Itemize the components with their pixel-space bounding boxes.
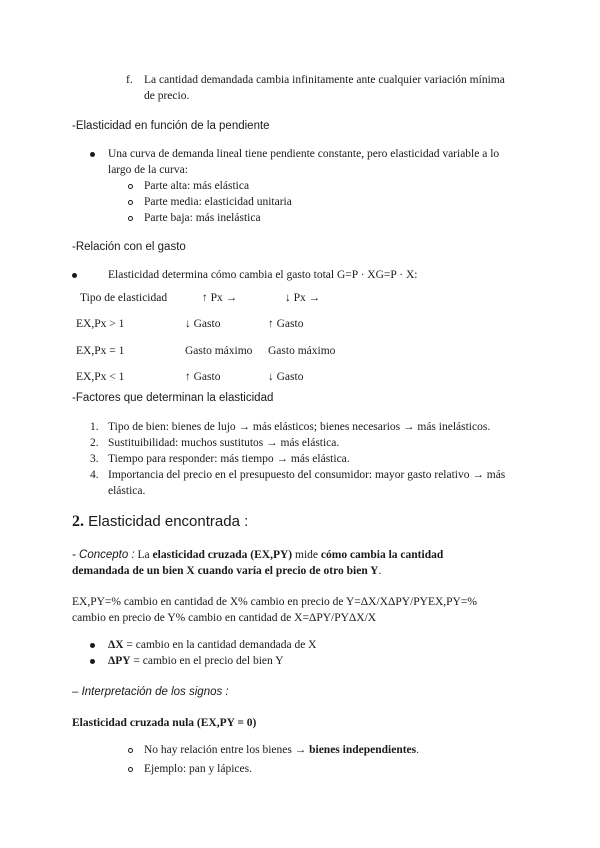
delta-text: = cambio en el precio del bien Y bbox=[130, 655, 284, 667]
gasto-bullet: Elasticidad determina cómo cambia el gasto total G=P · XG=P · X: bbox=[108, 269, 418, 281]
concepto-bold: cómo cambia la cantidad bbox=[320, 549, 444, 561]
circle-bullet-icon bbox=[128, 200, 133, 205]
list-item: Tipo de bien: bienes de lujo → más elásticos; bienes necesarios → más inelásticos. bbox=[108, 421, 491, 433]
table-cell: ↑ Gasto bbox=[185, 371, 221, 383]
nula-item-end: . bbox=[416, 744, 420, 756]
concepto-paragraph bbox=[72, 547, 532, 579]
list-number: 1. bbox=[90, 421, 99, 433]
delta-text: = cambio en la cantidad demandada de X bbox=[123, 639, 317, 651]
nula-item bbox=[144, 743, 419, 758]
section-title-factores: -Factores que determinan la elasticidad bbox=[72, 392, 274, 404]
delta-symbol: ΔPY bbox=[108, 655, 131, 667]
pendiente-bullet-line2: largo de la curva: bbox=[108, 164, 188, 176]
nula-item-bold: bienes independientes bbox=[309, 744, 417, 756]
table-cell: ↑ Gasto bbox=[268, 318, 304, 330]
nula-title bbox=[72, 716, 256, 731]
nula-item: Ejemplo: pan y lápices. bbox=[144, 763, 252, 775]
list-item bbox=[108, 468, 538, 499]
heading-title: Elasticidad encontrada : bbox=[84, 513, 249, 530]
formula-line1: EX,PY=% cambio en cantidad de X% cambio en precio de Y=ΔX/XΔPY/PYEX,PY=% bbox=[72, 596, 477, 608]
table-header-sube: ↑ Px → bbox=[202, 292, 238, 304]
circle-bullet-icon bbox=[128, 767, 133, 772]
concepto-bold: demandada de un bien X cuando varía el precio de otro bien Y bbox=[72, 565, 379, 577]
formula-paragraph bbox=[72, 594, 542, 626]
pendiente-bullet bbox=[108, 147, 548, 178]
table-cell: ↓ Gasto bbox=[268, 371, 304, 383]
table-cell: Gasto máximo bbox=[268, 345, 336, 357]
list-number: 2. bbox=[90, 437, 99, 449]
bullet-icon bbox=[72, 273, 77, 278]
section-title-gasto: -Relación con el gasto bbox=[72, 241, 186, 253]
list-number: 4. bbox=[90, 469, 99, 481]
sub-item: Parte baja: más inelástica bbox=[144, 212, 261, 224]
list-number: 3. bbox=[90, 453, 99, 465]
item-f-line2: de precio. bbox=[144, 90, 190, 102]
section-heading-2 bbox=[72, 514, 248, 529]
item-f-line1: La cantidad demandada cambia infinitamente ante cualquier variación mínima bbox=[144, 74, 505, 86]
sub-item: Parte media: elasticidad unitaria bbox=[144, 196, 292, 208]
table-cell: Gasto máximo bbox=[185, 345, 253, 357]
circle-bullet-icon bbox=[128, 184, 133, 189]
nula-title-text: Elasticidad cruzada nula (EX,PY = 0) bbox=[72, 717, 257, 729]
table-cell: EX,Px > 1 bbox=[76, 318, 125, 330]
circle-bullet-icon bbox=[128, 216, 133, 221]
delta-bullet bbox=[108, 638, 316, 653]
table-cell: EX,Px = 1 bbox=[76, 345, 125, 357]
concepto-label: - Concepto : bbox=[72, 549, 135, 561]
table-cell: ↓ Gasto bbox=[185, 318, 221, 330]
list-item: Sustituibilidad: muchos sustitutos → más elástica. bbox=[108, 437, 340, 449]
interpretacion-heading bbox=[72, 685, 229, 700]
formula-line2: cambio en precio de Y% cambio en cantidad de X=ΔPY/PYΔX/X bbox=[72, 612, 377, 624]
concepto-bold: elasticidad cruzada (EX,PY) bbox=[152, 549, 293, 561]
list-marker: f. bbox=[126, 74, 133, 86]
sub-item: Parte alta: más elástica bbox=[144, 180, 250, 192]
table-header-tipo: Tipo de elasticidad bbox=[80, 292, 168, 304]
heading-number: 2. bbox=[72, 513, 84, 530]
pendiente-bullet-line1: Una curva de demanda lineal tiene pendiente constante, pero elasticidad variable a lo bbox=[108, 148, 500, 160]
concepto-text: mide bbox=[292, 549, 321, 561]
section-title-pendiente: -Elasticidad en función de la pendiente bbox=[72, 120, 270, 132]
table-cell: EX,Px < 1 bbox=[76, 371, 125, 383]
list-item-f bbox=[144, 73, 564, 104]
table-header-baja: ↓ Px → bbox=[285, 292, 321, 304]
bullet-icon bbox=[90, 643, 95, 648]
circle-bullet-icon bbox=[128, 748, 133, 753]
list-item: Tiempo para responder: más tiempo → más elástica. bbox=[108, 453, 350, 465]
list-item-line2: elástica. bbox=[108, 485, 146, 497]
list-item-line1: Importancia del precio en el presupuesto del consumidor: mayor gasto relativo → más bbox=[108, 469, 506, 481]
concepto-text: . bbox=[378, 565, 382, 577]
delta-bullet bbox=[108, 654, 284, 669]
interpretacion-text: – Interpretación de los signos : bbox=[72, 686, 229, 698]
bullet-icon bbox=[90, 152, 95, 157]
bullet-icon bbox=[90, 659, 95, 664]
nula-item-text: No hay relación entre los bienes → bbox=[144, 744, 310, 756]
concepto-text: La bbox=[134, 549, 153, 561]
delta-symbol: ΔX bbox=[108, 639, 124, 651]
